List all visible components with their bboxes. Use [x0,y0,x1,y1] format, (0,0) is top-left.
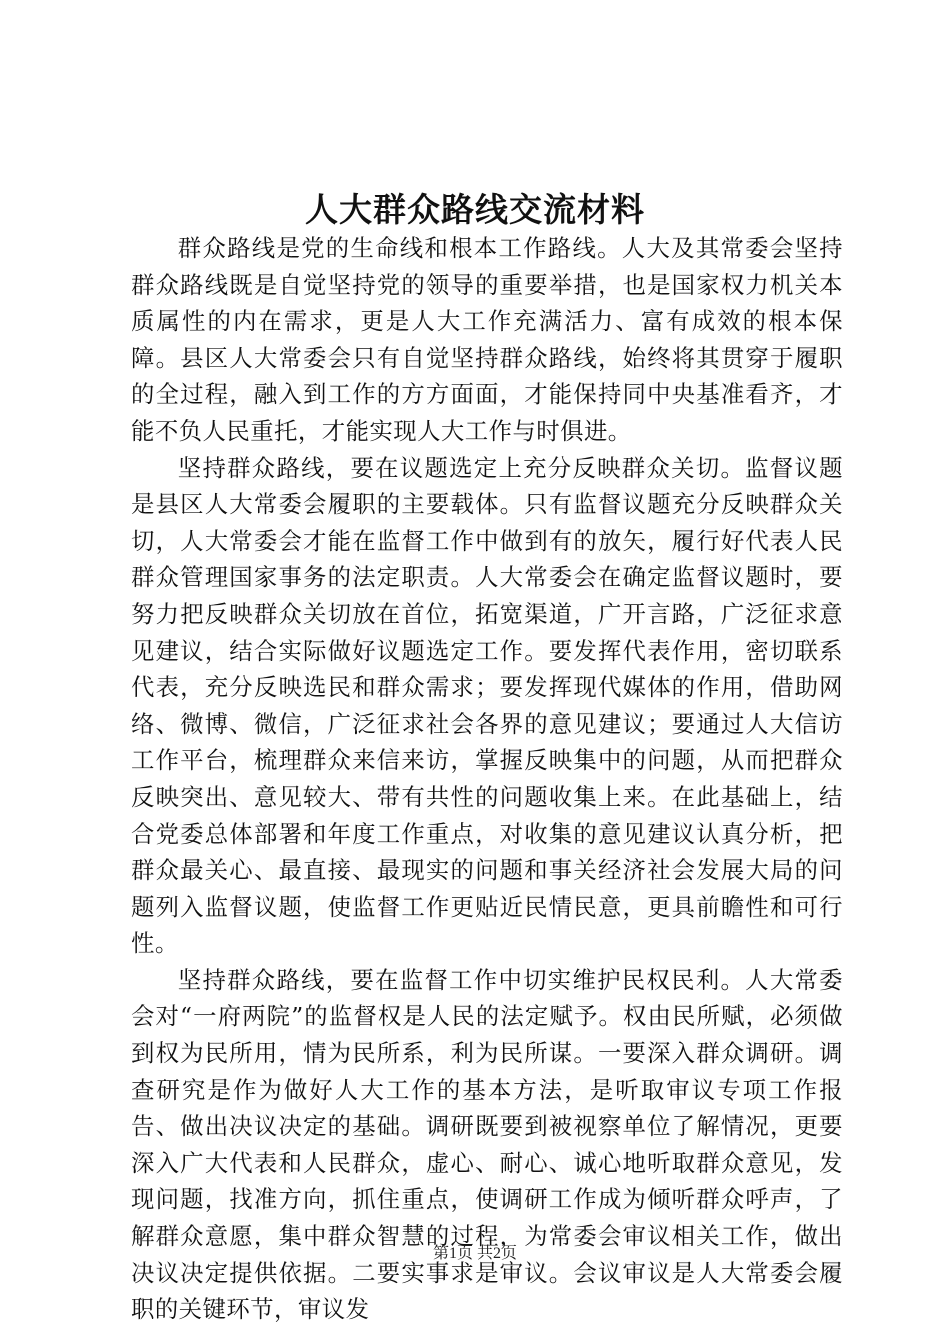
page-number-footer: 第1页 共2页 [432,1245,517,1262]
paragraph-1: 群众路线是党的生命线和根本工作路线。人大及其常委会坚持群众路线既是自觉坚持党的领导的重要举措，也是国家权力机关本质属性的内在需求，更是人大工作充满活力、富有成效的根本保障。县区人大常委会只有自觉坚持群众路线，始终将其贯穿于履职的全过程，融入到工作的方方面面，才能保持同中央基准看齐，才能不负人民重托，才能实现人大工作与时俱进。 [131,234,843,445]
document-title: 人大群众路线交流材料 [305,190,645,229]
document-body [131,230,843,1328]
paragraph-2: 坚持群众路线，要在议题选定上充分反映群众关切。监督议题是县区人大常委会履职的主要载体。只有监督议题充分反映群众关切，人大常委会才能在监督工作中做到有的放矢，履行好代表人民群众管理国家事务的法定职责。人大常委会在确定监督议题时，要努力把反映群众关切放在首位，拓宽渠道，广开言路，广泛征求意见建议，结合实际做好议题选定工作。要发挥代表作用，密切联系代表，充分反映选民和群众需求；要发挥现代媒体的作用，借助网络、微博、微信，广泛征求社会各界的意见建议；要通过人大信访工作平台，梳理群众来信来访，掌握反映集中的问题，从而把群众反映突出、意见较大、带有共性的问题收集上来。在此基础上，结合党委总体部署和年度工作重点，对收集的意见建议认真分析，把群众最关心、最直接、最现实的问题和事关经济社会发展大局的问题列入监督议题，使监督工作更贴近民情民意，更具前瞻性和可行性。 [131,453,843,958]
paragraph-3: 坚持群众路线，要在监督工作中切实维护民权民利。人大常委会对“一府两院”的监督权是人民的法定赋予。权由民所赋，必须做到权为民所用，情为民所系，利为民所谋。一要深入群众调研。调查研究是作为做好人大工作的基本方法，是听取审议专项工作报告、做出决议决定的基础。调研既要到被视察单位了解情况，更要深入广大代表和人民群众，虚心、耐心、诚心地听取群众意见，发现问题，找准方向，抓住重点，使调研工作成为倾听群众呼声，了解群众意愿，集中群众智慧的过程，为常委会审议相关工作，做出决议决定提供依据。二要实事求是审议。会议审议是人大常委会履职的关键环节，审议发 [131,965,843,1324]
